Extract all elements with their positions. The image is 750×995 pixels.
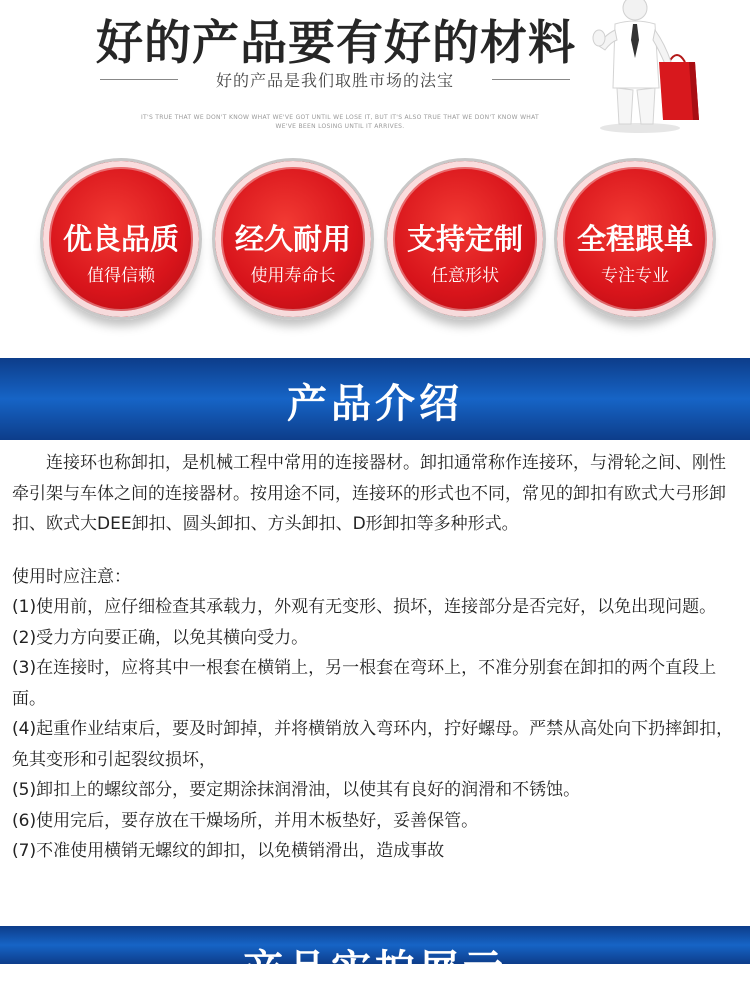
section-title: 产品实拍展示	[243, 947, 507, 993]
badge-quality	[40, 158, 202, 320]
notes-heading: 使用时应注意：	[12, 566, 131, 587]
badge-subtitle: 值得信赖	[87, 266, 155, 286]
note-item: (6)使用完后，要存放在干燥场所，并用木板垫好，妥善保管。	[12, 810, 479, 831]
badge-title: 经久耐用	[234, 222, 351, 256]
note-item: (4)起重作业结束后，要及时卸掉，并将横销放入弯环内，拧好螺母。严禁从高处向下扔摔卸扣，免其变形和引起裂纹损坏，	[12, 719, 734, 770]
hero-subtitle: 好的产品是我们取胜市场的法宝	[215, 71, 454, 90]
note-item: (5)卸扣上的螺纹部分，要定期涂抹润滑油，以使其有良好的润滑和不锈蚀。	[12, 780, 581, 800]
badge-title: 全程跟单	[576, 222, 693, 256]
intro-paragraph: 连接环也称卸扣，是机械工程中常用的连接器材。卸扣通常称作连接环，与滑轮之间、刚性牵引架与车体之间的连接器材。按用途不同，连接环的形式也不同，常见的卸扣有欧式大弓形卸扣、欧式大DEE卸扣、圆头卸扣、方头卸扣、D形卸扣等多种形式。	[12, 453, 726, 534]
product-description	[12, 448, 742, 867]
divider-line	[492, 79, 570, 80]
hero-english-tagline: IT'S TRUE THAT WE DON'T KNOW WHAT WE'VE GOT UNTIL WE LOSE IT, BUT IT'S ALSO TRUE THAT WE DON'T KNOW WHAT WE'VE BEEN LOSING UNTIL IT ARRIVES.	[140, 114, 540, 130]
badge-subtitle: 任意形状	[431, 266, 499, 286]
badge-durable	[212, 158, 374, 320]
badge-title: 支持定制	[406, 222, 523, 256]
badge-subtitle: 专注专业	[601, 266, 669, 286]
hero-subtitle-row	[100, 68, 570, 90]
section-banner-photos	[0, 926, 750, 993]
hero-title: 好的产品要有好的材料	[96, 16, 576, 71]
section-banner-intro	[0, 358, 750, 440]
note-item: (3)在连接时，应将其中一根套在横销上，另一根套在弯环上，不准分别套在卸扣的两个直段上面。	[12, 658, 717, 709]
hero-section	[0, 0, 750, 352]
badge-custom	[384, 158, 546, 320]
badge-subtitle: 使用寿命长	[250, 266, 336, 286]
note-item: (7)不准使用横销无螺纹的卸扣，以免横销滑出，造成事故	[12, 841, 445, 861]
feature-badges	[0, 158, 750, 338]
badge-tracking	[554, 158, 716, 320]
businessman-figure-icon	[585, 0, 715, 135]
divider-line	[100, 79, 178, 80]
note-item: (2)受力方向要正确，以免其横向受力。	[12, 627, 309, 648]
badge-title: 优良品质	[62, 222, 179, 256]
section-title: 产品介绍	[287, 381, 463, 427]
note-item: (1)使用前，应仔细检查其承载力，外观有无变形、损坏，连接部分是否完好，以免出现问题。	[12, 597, 717, 617]
